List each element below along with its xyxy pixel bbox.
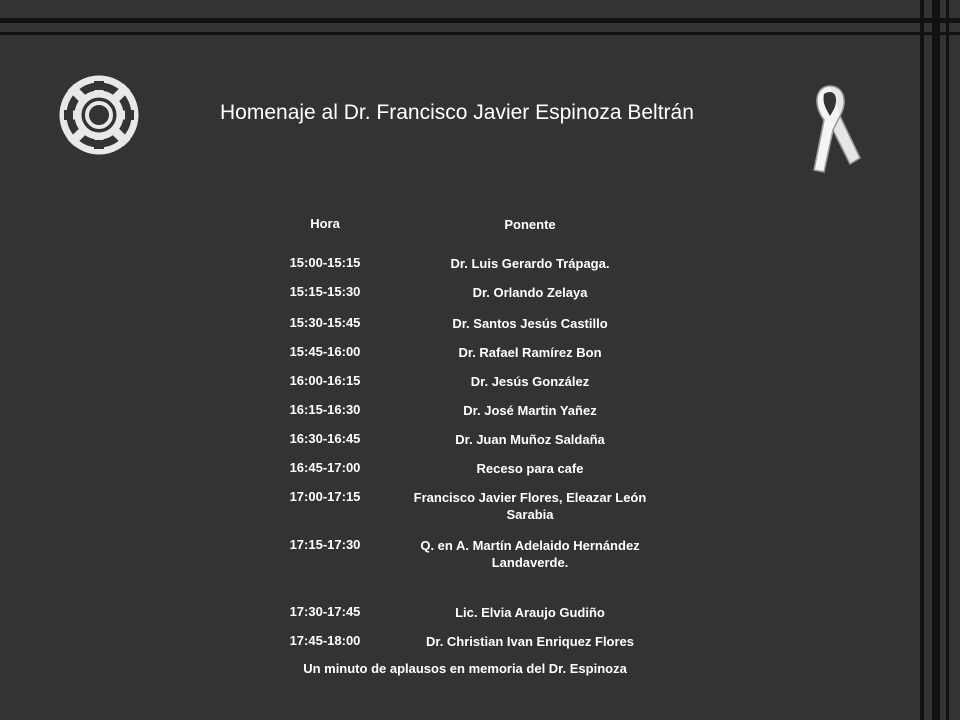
header-ponente: Ponente <box>504 217 556 232</box>
institution-gear-logo-icon <box>50 68 148 162</box>
row-speaker: Receso para cafe <box>476 461 584 476</box>
closing-note: Un minuto de aplausos en memoria del Dr. Espinoza <box>303 661 627 676</box>
row-speaker: Dr. Orlando Zelaya <box>472 285 588 300</box>
row-time: 16:30-16:45 <box>289 431 361 446</box>
row-speaker: Dr. Santos Jesús Castillo <box>452 316 608 331</box>
row-time: 17:30-17:45 <box>289 604 361 619</box>
row-time: 15:15-15:30 <box>289 284 361 299</box>
row-speaker: Dr. Juan Muñoz Saldaña <box>455 432 605 447</box>
page-title: Homenaje al Dr. Francisco Javier Espinoza Beltrán <box>220 101 694 124</box>
right-border-bar-1 <box>920 0 924 720</box>
row-time: 15:00-15:15 <box>289 255 361 270</box>
row-time: 16:45-17:00 <box>289 460 361 475</box>
row-speaker: Dr. Jesús González <box>470 374 590 389</box>
row-speaker: Dr. Rafael Ramírez Bon <box>458 345 602 360</box>
top-border-bar-thin <box>0 32 960 35</box>
right-border-bar-2 <box>932 0 940 720</box>
row-time: 17:00-17:15 <box>289 489 361 504</box>
row-time: 15:45-16:00 <box>289 344 361 359</box>
row-time: 16:15-16:30 <box>289 402 361 417</box>
row-time: 17:15-17:30 <box>289 537 361 552</box>
row-time: 15:30-15:45 <box>289 315 361 330</box>
row-speaker: Francisco Javier Flores, Eleazar León Sarabia <box>413 490 647 522</box>
header-hora: Hora <box>310 216 340 231</box>
row-speaker: Dr. Luis Gerardo Trápaga. <box>450 256 610 271</box>
row-speaker: Dr. Christian Ivan Enriquez Flores <box>425 634 635 649</box>
row-time: 16:00-16:15 <box>289 373 361 388</box>
row-speaker: Dr. José Martin Yañez <box>463 403 597 418</box>
row-speaker: Lic. Elvia Araujo Gudiño <box>455 605 605 620</box>
memorial-ribbon-icon <box>800 80 862 176</box>
row-speaker: Q. en A. Martín Adelaido Hernández Landaverde. <box>420 538 640 570</box>
top-border-bar <box>0 18 960 23</box>
row-time: 17:45-18:00 <box>289 633 361 648</box>
right-border-bar-3 <box>946 0 949 720</box>
